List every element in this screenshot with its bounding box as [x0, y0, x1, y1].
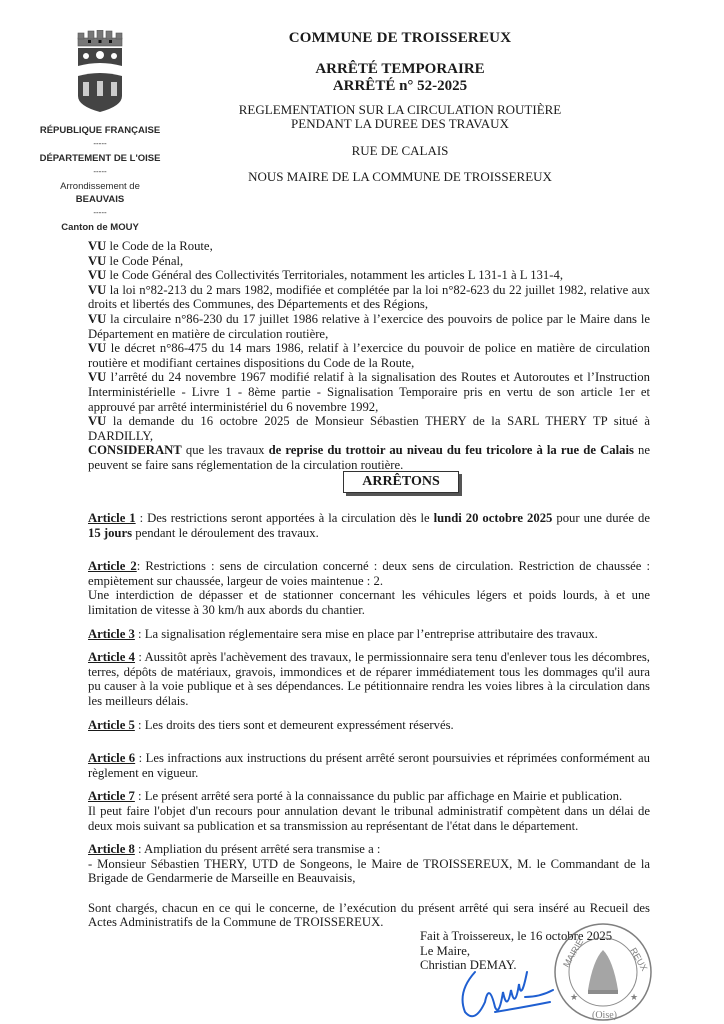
- article-2: Article 2: Restrictions : sens de circulation concerné : deux sens de circulation. Restriction de chaussée : empiètement sur chaussée, largeur de voies maintenue : 2.: [88, 559, 650, 588]
- visa-item: VU le Code de la Route,: [88, 239, 213, 253]
- arrete-number: ARRÊTÉ n° 52-2025: [332, 78, 468, 94]
- separator: -----: [93, 167, 107, 176]
- svg-text:★: ★: [630, 992, 639, 1002]
- arretons-heading: ARRÊTONS: [343, 471, 459, 493]
- signatory-role: Le Maire,: [420, 943, 471, 958]
- article-7: Article 7 : Le présent arrêté sera porté à la connaissance du public par affichage en Mairie et publication.: [88, 789, 623, 804]
- place-date: Fait à Troissereux, le 16 octobre 2025: [420, 929, 613, 943]
- article-8: Article 8 : Ampliation du présent arrêté sera transmise a :: [88, 842, 381, 857]
- article-2-cont: Une interdiction de dépasser et de stationner concernant les véhicules légers et poids lourds, à et une limitation de vitesse à 30 km/h aux abords du chantier.: [88, 588, 650, 617]
- separator: -----: [93, 139, 107, 148]
- departement-label: DÉPARTEMENT DE L'OISE: [39, 153, 161, 164]
- svg-text:(Oise): (Oise): [592, 1010, 617, 1021]
- coat-of-arms-icon: [70, 30, 130, 115]
- mayor-statement: NOUS MAIRE DE LA COMMUNE DE TROISSEREUX: [248, 169, 552, 184]
- article-8-recipients: - Monsieur Sébastien THERY, UTD de Songeons, le Maire de TROISSEREUX, M. le Commandant de la Brigade de Gendarmerie de Marseille en Beauvaisis,: [88, 856, 650, 886]
- arrondissement-name: BEAUVAIS: [75, 194, 125, 205]
- visa-item: VU la loi n°82-213 du 2 mars 1982, modifiée et complétée par la loi n°82-623 du 22 juillet 1982, relative aux droits et libertés des Communes, des Départements et des Régions,: [88, 282, 650, 312]
- visa-item: VU le décret n°86-475 du 14 mars 1986, relatif à l’exercice du pouvoir de police en matière de circulation routière et modifiant certaines dispositions du Code de la Route,: [88, 341, 650, 370]
- article-1: Article 1 : Des restrictions seront apportées à la circulation dès le lundi 20 octobre 2025 pour une durée de 15 jours pendant le déroulement des travaux.: [88, 511, 650, 540]
- republique-label: RÉPUBLIQUE FRANÇAISE: [39, 125, 161, 136]
- article-3: Article 3 : La signalisation réglementaire sera mise en place par l’entreprise attributaire des travaux.: [88, 626, 598, 641]
- visa-item: VU l’arrêté du 24 novembre 1967 modifié relatif à la signalisation des Routes et Autoroutes et l’Instruction Interministérielle - Livre 1 - 8ème partie - Signalisation Temporaire pris en vertu de son article 1er et approuvé par arrêté interministériel du 6 novembre 1992,: [88, 370, 650, 414]
- arretons-box: [343, 471, 459, 493]
- issuer-block: [20, 30, 180, 234]
- subject-line-1: REGLEMENTATION SUR LA CIRCULATION ROUTIÈRE: [238, 102, 562, 117]
- signatory-name: Christian DEMAY.: [420, 958, 517, 973]
- articles-section: [88, 511, 650, 930]
- article-5: Article 5 : Les droits des tiers sont et demeurent expressément réservés.: [88, 717, 454, 732]
- considerant-item: CONSIDERANT que les travaux de reprise du trottoir au niveau du feu tricolore à la rue de Calais ne peuvent se faire sans réglementation de la circulation routière.: [88, 443, 650, 472]
- document-header: [200, 30, 600, 185]
- execution-clause: Sont chargés, chacun en ce qui le concerne, de l’exécution du présent arrêté qui sera inséré au Recueil des Actes Administratifs de la Commune de TROISSEREUX.: [88, 900, 650, 930]
- svg-text:REUX: REUX: [628, 946, 650, 973]
- svg-text:★: ★: [570, 992, 579, 1002]
- svg-text:MAIRIE: MAIRIE: [561, 937, 586, 969]
- mayor-signature-icon: [455, 962, 555, 1024]
- subject-line-2: PENDANT LA DUREE DES TRAVAUX: [291, 116, 509, 131]
- visa-item: VU la demande du 16 octobre 2025 de Monsieur Sébastien THERY de la SARL THERY TP situé à DARDILLY,: [88, 414, 650, 443]
- visas-section: [88, 239, 650, 473]
- separator: -----: [93, 208, 107, 217]
- arrete-type: ARRÊTÉ TEMPORAIRE: [315, 61, 485, 77]
- arrondissement-label: Arrondissement de: [60, 181, 140, 192]
- article-6: Article 6 : Les infractions aux instructions du présent arrêté seront poursuivies et réprimées conformément au règlement en vigueur.: [88, 751, 650, 780]
- article-7-cont: Il peut faire l'objet d'un recours pour annulation devant le tribunal administratif compètent dans un délai de deux mois suivant sa publication et sa transmission au représentant de l'état dans le département.: [88, 803, 650, 833]
- visa-item: VU la circulaire n°86-230 du 17 juillet 1986 relative à l’exercice des pouvoirs de police par le Maire dans le Département en matière de circulation routière,: [88, 311, 650, 341]
- mairie-stamp-icon: [548, 920, 658, 1024]
- street-name: RUE DE CALAIS: [351, 143, 449, 158]
- commune-name: COMMUNE DE TROISSEREUX: [288, 30, 512, 46]
- article-4: Article 4 : Aussitôt après l'achèvement des travaux, le permissionnaire sera tenu d'enlever tous les décombres, terres, dépôts de matériaux, gravois, immondices et de réparer immédiatement tous les dommages qu'il aura pu causer à la voie publique et à ses dépendances. Le pétitionnaire rendra les voies libres à la circulation dans les meilleurs délais.: [88, 650, 650, 708]
- visa-item: VU le Code Général des Collectivités Territoriales, notamment les articles L 131-1 à L 131-4,: [88, 268, 563, 283]
- canton-label: Canton de MOUY: [61, 222, 139, 233]
- visa-item: VU le Code Pénal,: [88, 253, 184, 268]
